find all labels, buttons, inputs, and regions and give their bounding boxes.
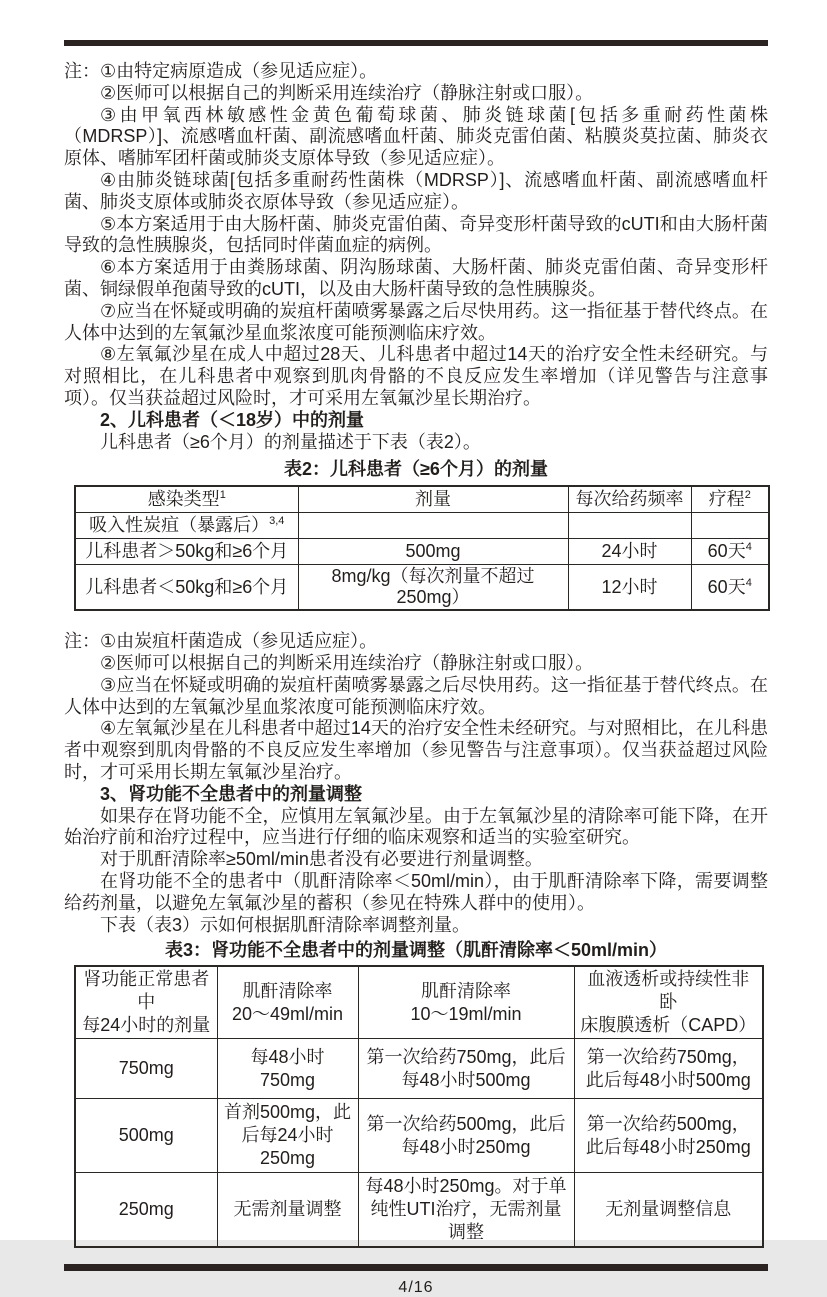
note-line: ⑧左氧氟沙星在成人中超过28天、儿科患者中超过14天的治疗安全性未经研究。与对照相比，在儿科患者中观察到肌肉骨骼的不良反应发生率增加（详见警告与注意事项）。仅当获益超过风险时，才可采用左氧氟沙星长期治疗。 — [64, 344, 768, 408]
table-cell — [691, 565, 769, 611]
header-line-1: 血液透析或持续性非卧 — [587, 969, 750, 1013]
table-3-header-hemodialysis-capd — [574, 966, 763, 1039]
spacer — [64, 611, 768, 631]
cell-text: 24小时 — [601, 541, 658, 562]
table-2-header-infection-type — [75, 486, 298, 513]
paragraph: 下表（表3）示如何根据肌酐清除率调整剂量。 — [100, 914, 471, 935]
table-cell: 无需剂量调整 — [217, 1173, 358, 1248]
note-label: 注： — [64, 61, 100, 81]
table-cell — [75, 513, 298, 539]
table-cell — [298, 539, 568, 565]
table-3-renal-dose-adjustment — [74, 965, 764, 1248]
notes-block-1 — [64, 61, 768, 410]
paragraph: 对于肌酐清除率≥50ml/min患者没有必要进行剂量调整。 — [100, 849, 543, 870]
table-2-header-row — [75, 486, 769, 513]
cell-text: 12小时 — [601, 576, 658, 597]
header-line-1: 肌酐清除率 — [242, 980, 333, 1001]
header-superscript: 2 — [744, 489, 751, 502]
table-cell: 无剂量调整信息 — [574, 1173, 763, 1248]
notes-block-2 — [64, 631, 768, 784]
table-cell: 500mg — [75, 1099, 217, 1173]
cell-superscript: 4 — [745, 541, 752, 554]
note-line: ④左氧氟沙星在儿科患者中超过14天的治疗安全性未经研究。与对照相比，在儿科患者中观察到肌肉骨骼的不良反应发生率增加（参见警告与注意事项）。仅当获益超过风险时，才可采用长期左氧氟沙星治疗。 — [64, 718, 768, 782]
table-3-caption: 表3：肾功能不全患者中的剂量调整（肌酐清除率＜50ml/min） — [164, 940, 668, 961]
table-cell: 第一次给药750mg，此后每48小时500mg — [574, 1039, 763, 1099]
table-cell: 每48小时250mg。对于单纯性UTI治疗，无需剂量调整 — [358, 1173, 574, 1248]
top-rule — [64, 40, 768, 46]
header-text: 感染类型 — [147, 489, 220, 510]
table-3-header-normal-dose — [75, 966, 217, 1039]
header-superscript: 1 — [219, 489, 226, 502]
note-line: ④由肺炎链球菌[包括多重耐药性菌株（MDRSP）]、流感嗜血杆菌、副流感嗜血杆菌、肺炎支原体或肺炎衣原体导致（参见适应症）。 — [64, 169, 768, 212]
note-label: 注： — [64, 631, 100, 652]
table-2-header-duration — [691, 486, 769, 513]
note-line: ②医师可以根据自己的判断采用连续治疗（静脉注射或口服）。 — [100, 652, 594, 673]
table-cell: 第一次给药500mg，此后每48小时250mg — [358, 1099, 574, 1173]
header-text: 每次给药频率 — [575, 489, 684, 510]
note-line: ③由甲氧西林敏感性金黄色葡萄球菌、肺炎链球菌[包括多重耐药性菌株（MDRSP）]、流感嗜血杆菌、副流感嗜血杆菌、肺炎克雷伯菌、粘膜炎莫拉菌、肺炎衣原体、嗜肺军团杆菌或肺炎支原体导致（参见适应症）。 — [64, 104, 768, 169]
table-row — [75, 539, 769, 565]
header-line-2: 20～49ml/min — [231, 1003, 344, 1024]
table-cell — [75, 539, 298, 565]
table-3-header-row — [75, 966, 763, 1039]
header-line-1: 肾功能正常患者中 — [83, 969, 210, 1013]
table-cell: 750mg — [75, 1039, 217, 1099]
cell-text: 儿科患者＜50kg和≥6个月 — [85, 576, 289, 597]
table-cell — [568, 565, 691, 611]
header-text: 剂量 — [415, 489, 451, 510]
paragraph: 如果存在肾功能不全，应慎用左氧氟沙星。由于左氧氟沙星的清除率可能下降，在开始治疗前和治疗过程中，应当进行仔细的临床观察和适当的实验室研究。 — [64, 805, 768, 848]
note-line: ②医师可以根据自己的判断采用连续治疗（静脉注射或口服）。 — [100, 82, 594, 103]
table-cell: 第一次给药750mg，此后每48小时500mg — [358, 1039, 574, 1099]
table-cell: 250mg — [75, 1173, 217, 1248]
table-cell: 首剂500mg，此后每24小时250mg — [217, 1099, 358, 1173]
section-3-body — [64, 806, 768, 937]
table-cell — [298, 513, 568, 539]
note-line: ⑥本方案适用于由粪肠球菌、阴沟肠球菌、大肠杆菌、肺炎克雷伯菌、奇异变形杆菌、铜绿假单孢菌导致的cUTI，以及由大肠杆菌导致的急性胰腺炎。 — [64, 257, 768, 299]
header-line-1: 肌酐清除率 — [421, 980, 511, 1001]
table-3-header-crcl-20-49 — [217, 966, 358, 1039]
cell-text: 8mg/kg（每次剂量不超过250mg） — [331, 566, 535, 608]
note-line: ⑤本方案适用于由大肠杆菌、肺炎克雷伯菌、奇异变形杆菌导致的cUTI和由大肠杆菌导致的急性胰腺炎，包括同时伴菌血症的病例。 — [64, 213, 768, 256]
table-cell — [298, 565, 568, 611]
table-cell: 每48小时750mg — [217, 1039, 358, 1099]
table-row — [75, 513, 769, 539]
table-row — [75, 565, 769, 611]
cell-superscript: 3,4 — [269, 515, 285, 528]
cell-text: 60天 — [707, 541, 746, 562]
header-line-2: 10～19ml/min — [410, 1003, 522, 1024]
bottom-rule — [64, 1264, 768, 1271]
page-number: 4/16 — [398, 1279, 434, 1297]
header-line-2: 床腹膜透析（CAPD） — [580, 1015, 757, 1036]
paragraph: 在肾功能不全的患者中（肌酐清除率＜50ml/min），由于肌酐清除率下降，需要调整给药剂量，以避免左氧氟沙星的蓄积（参见在特殊人群中的使用）。 — [64, 870, 768, 913]
section-2-intro: 儿科患者（≥6个月）的剂量描述于下表（表2）。 — [100, 431, 481, 452]
table-cell — [691, 513, 769, 539]
table-row — [75, 1039, 763, 1099]
table-2-header-dose — [298, 486, 568, 513]
note-line — [64, 61, 768, 83]
section-2-heading: 2、儿科患者（＜18岁）中的剂量 — [100, 409, 365, 430]
note-text: ①由特定病原造成（参见适应症）。 — [100, 61, 378, 81]
cell-text: 500mg — [405, 541, 461, 562]
note-line — [64, 631, 768, 653]
cell-text: 60天 — [707, 576, 746, 597]
cell-superscript: 4 — [745, 576, 752, 589]
cell-text: 儿科患者＞50kg和≥6个月 — [85, 541, 289, 562]
table-cell: 第一次给药500mg，此后每48小时250mg — [574, 1099, 763, 1173]
table-2-header-frequency — [568, 486, 691, 513]
table-2-pediatric-dosage — [74, 485, 770, 611]
note-line: ⑦应当在怀疑或明确的炭疽杆菌喷雾暴露之后尽快用药。这一指征基于替代终点。在人体中达到的左氧氟沙星血浆浓度可能预测临床疗效。 — [64, 300, 768, 343]
section-3-heading: 3、肾功能不全患者中的剂量调整 — [100, 783, 363, 804]
header-text: 疗程 — [708, 489, 745, 510]
cell-text: 吸入性炭疽（暴露后） — [89, 515, 270, 536]
header-line-2: 每24小时的剂量 — [82, 1015, 211, 1036]
table-2-caption: 表2：儿科患者（≥6个月）的剂量 — [284, 459, 548, 480]
table-cell — [75, 565, 298, 611]
table-cell — [568, 539, 691, 565]
table-cell — [568, 513, 691, 539]
table-row — [75, 1173, 763, 1248]
note-line: ③应当在怀疑或明确的炭疽杆菌喷雾暴露之后尽快用药。这一指征基于替代终点。在人体中达到的左氧氟沙星血浆浓度可能预测临床疗效。 — [64, 674, 768, 717]
table-cell — [691, 539, 769, 565]
table-3-header-crcl-10-19 — [358, 966, 574, 1039]
note-text: ①由炭疽杆菌造成（参见适应症）。 — [100, 631, 378, 652]
table-row — [75, 1099, 763, 1173]
